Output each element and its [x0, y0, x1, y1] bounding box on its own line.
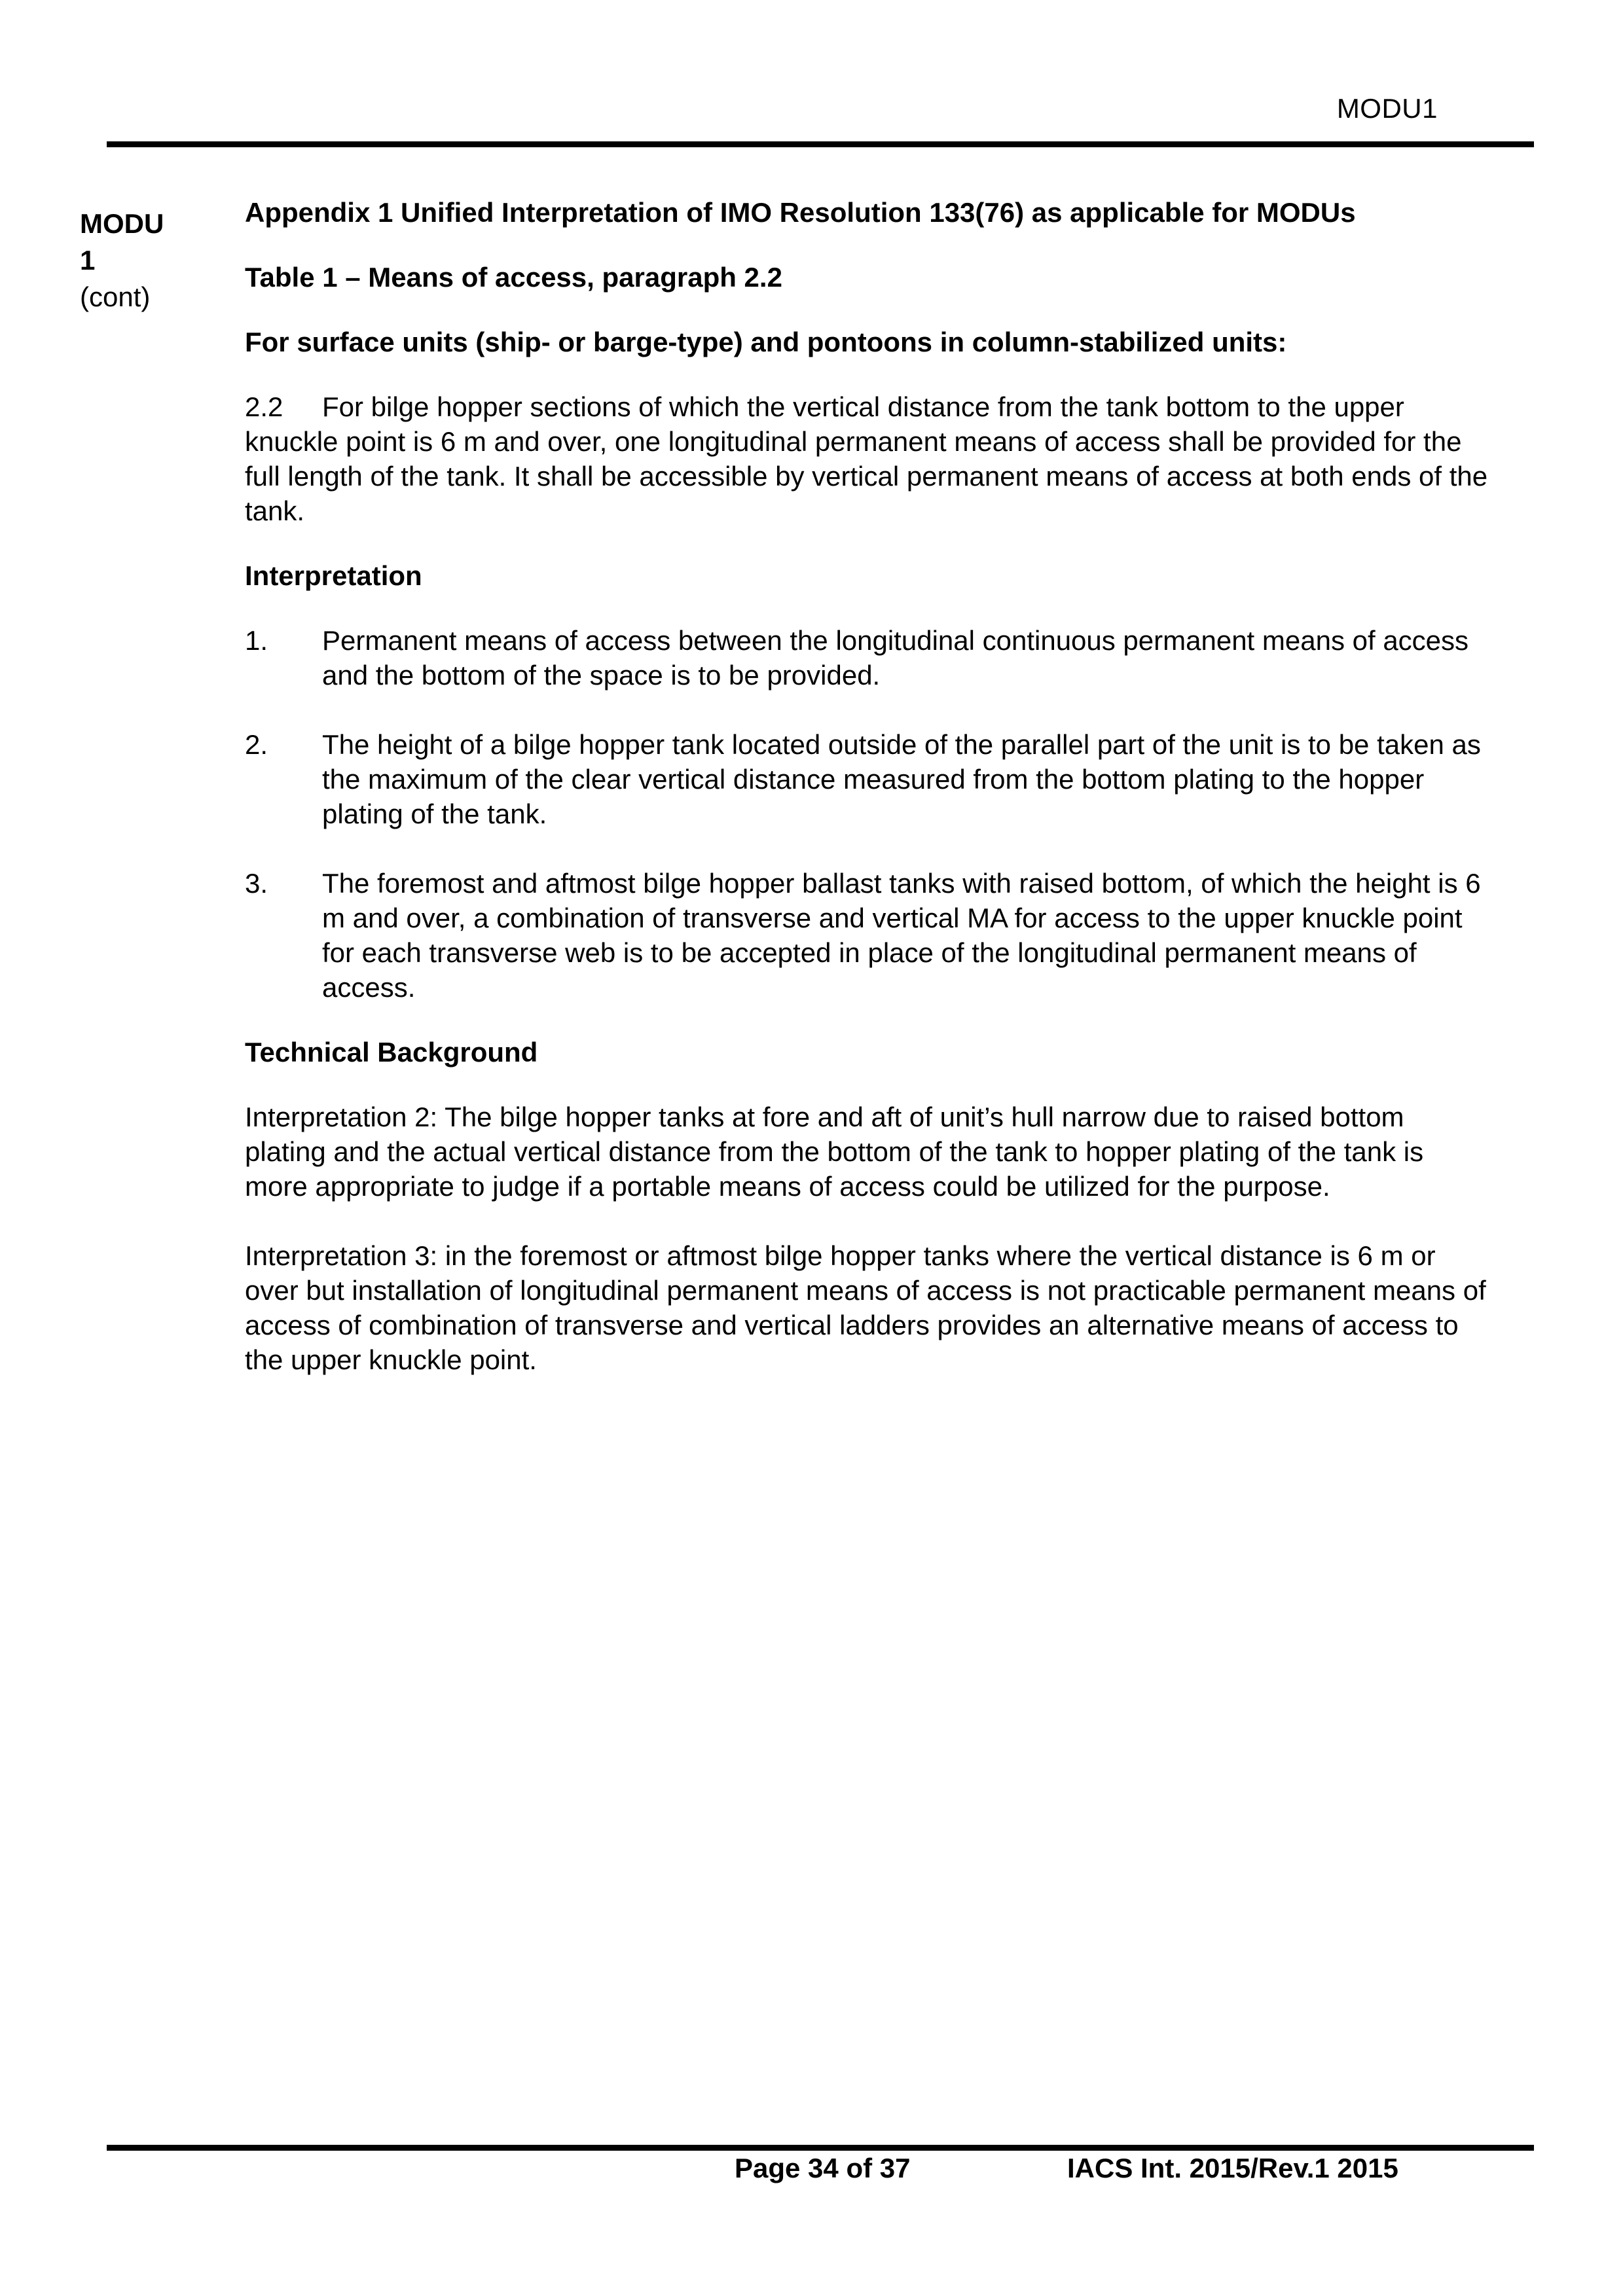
margin-note [80, 206, 191, 315]
background-paragraph: Interpretation 3: in the foremost or aftmost bilge hopper tanks where the vertical distance is 6 m or over but installation of longitudinal permanent means of access is not practicable permanent means of access of combination of transverse and vertical ladders provides an alternative means of access to the upper knuckle point. [245, 1240, 1486, 1375]
requirement-paragraph [245, 389, 1489, 528]
margin-note-code: MODU [80, 208, 164, 239]
interpretation-text: The foremost and aftmost bilge hopper ballast tanks with raised bottom, of which the height is 6 m and over, a combination of transverse and vertical MA for access to the upper knuckle point for each transverse web is to be accepted in place of the longitudinal permanent means of access. [322, 868, 1481, 1003]
interpretation-text: Permanent means of access between the longitudinal continuous permanent means of access and the bottom of the space is to be provided. [322, 625, 1469, 691]
footer-page-number: Page 34 of 37 [735, 2153, 911, 2183]
scope-title: For surface units (ship- or barge-type) and pontoons in column-stabilized units: [245, 327, 1287, 357]
requirement-text: For bilge hopper sections of which the vertical distance from the tank bottom to the upper knuckle point is 6 m and over, one longitudinal permanent means of access shall be provided for the full length of the tank. It shall be accessible by vertical permanent means of access at both ends of the tank. [245, 391, 1488, 526]
interpretation-heading: Interpretation [245, 560, 422, 591]
footer-reference: IACS Int. 2015/Rev.1 2015 [1067, 2153, 1398, 2183]
main-content [245, 195, 1489, 1412]
appendix-title: Appendix 1 Unified Interpretation of IMO Resolution 133(76) as applicable for MODUs [245, 197, 1356, 228]
table-title: Table 1 – Means of access, paragraph 2.2 [245, 262, 782, 293]
header-rule [107, 141, 1534, 147]
interpretation-list [245, 623, 1489, 1005]
header-document-code: MODU1 [1336, 93, 1438, 124]
interpretation-item [245, 623, 1489, 692]
interpretation-number: 2. [245, 729, 268, 760]
interpretation-number: 3. [245, 868, 268, 899]
background-paragraph: Interpretation 2: The bilge hopper tanks at fore and aft of unit’s hull narrow due to raised bottom plating and the actual vertical distance from the bottom of the tank to hopper plating of the tank is more appropriate to judge if a portable means of access could be utilized for the purpose. [245, 1102, 1424, 1202]
interpretation-item [245, 727, 1489, 831]
technical-background-heading: Technical Background [245, 1037, 538, 1067]
requirement-number: 2.2 [245, 391, 283, 422]
interpretation-text: The height of a bilge hopper tank located outside of the parallel part of the unit is to be taken as the maximum of the clear vertical distance measured from the bottom plating to the hopper plating of the tank. [322, 729, 1481, 829]
interpretation-item [245, 866, 1489, 1005]
margin-note-number: 1 [80, 245, 96, 276]
interpretation-number: 1. [245, 625, 268, 656]
margin-note-cont: (cont) [80, 281, 151, 312]
